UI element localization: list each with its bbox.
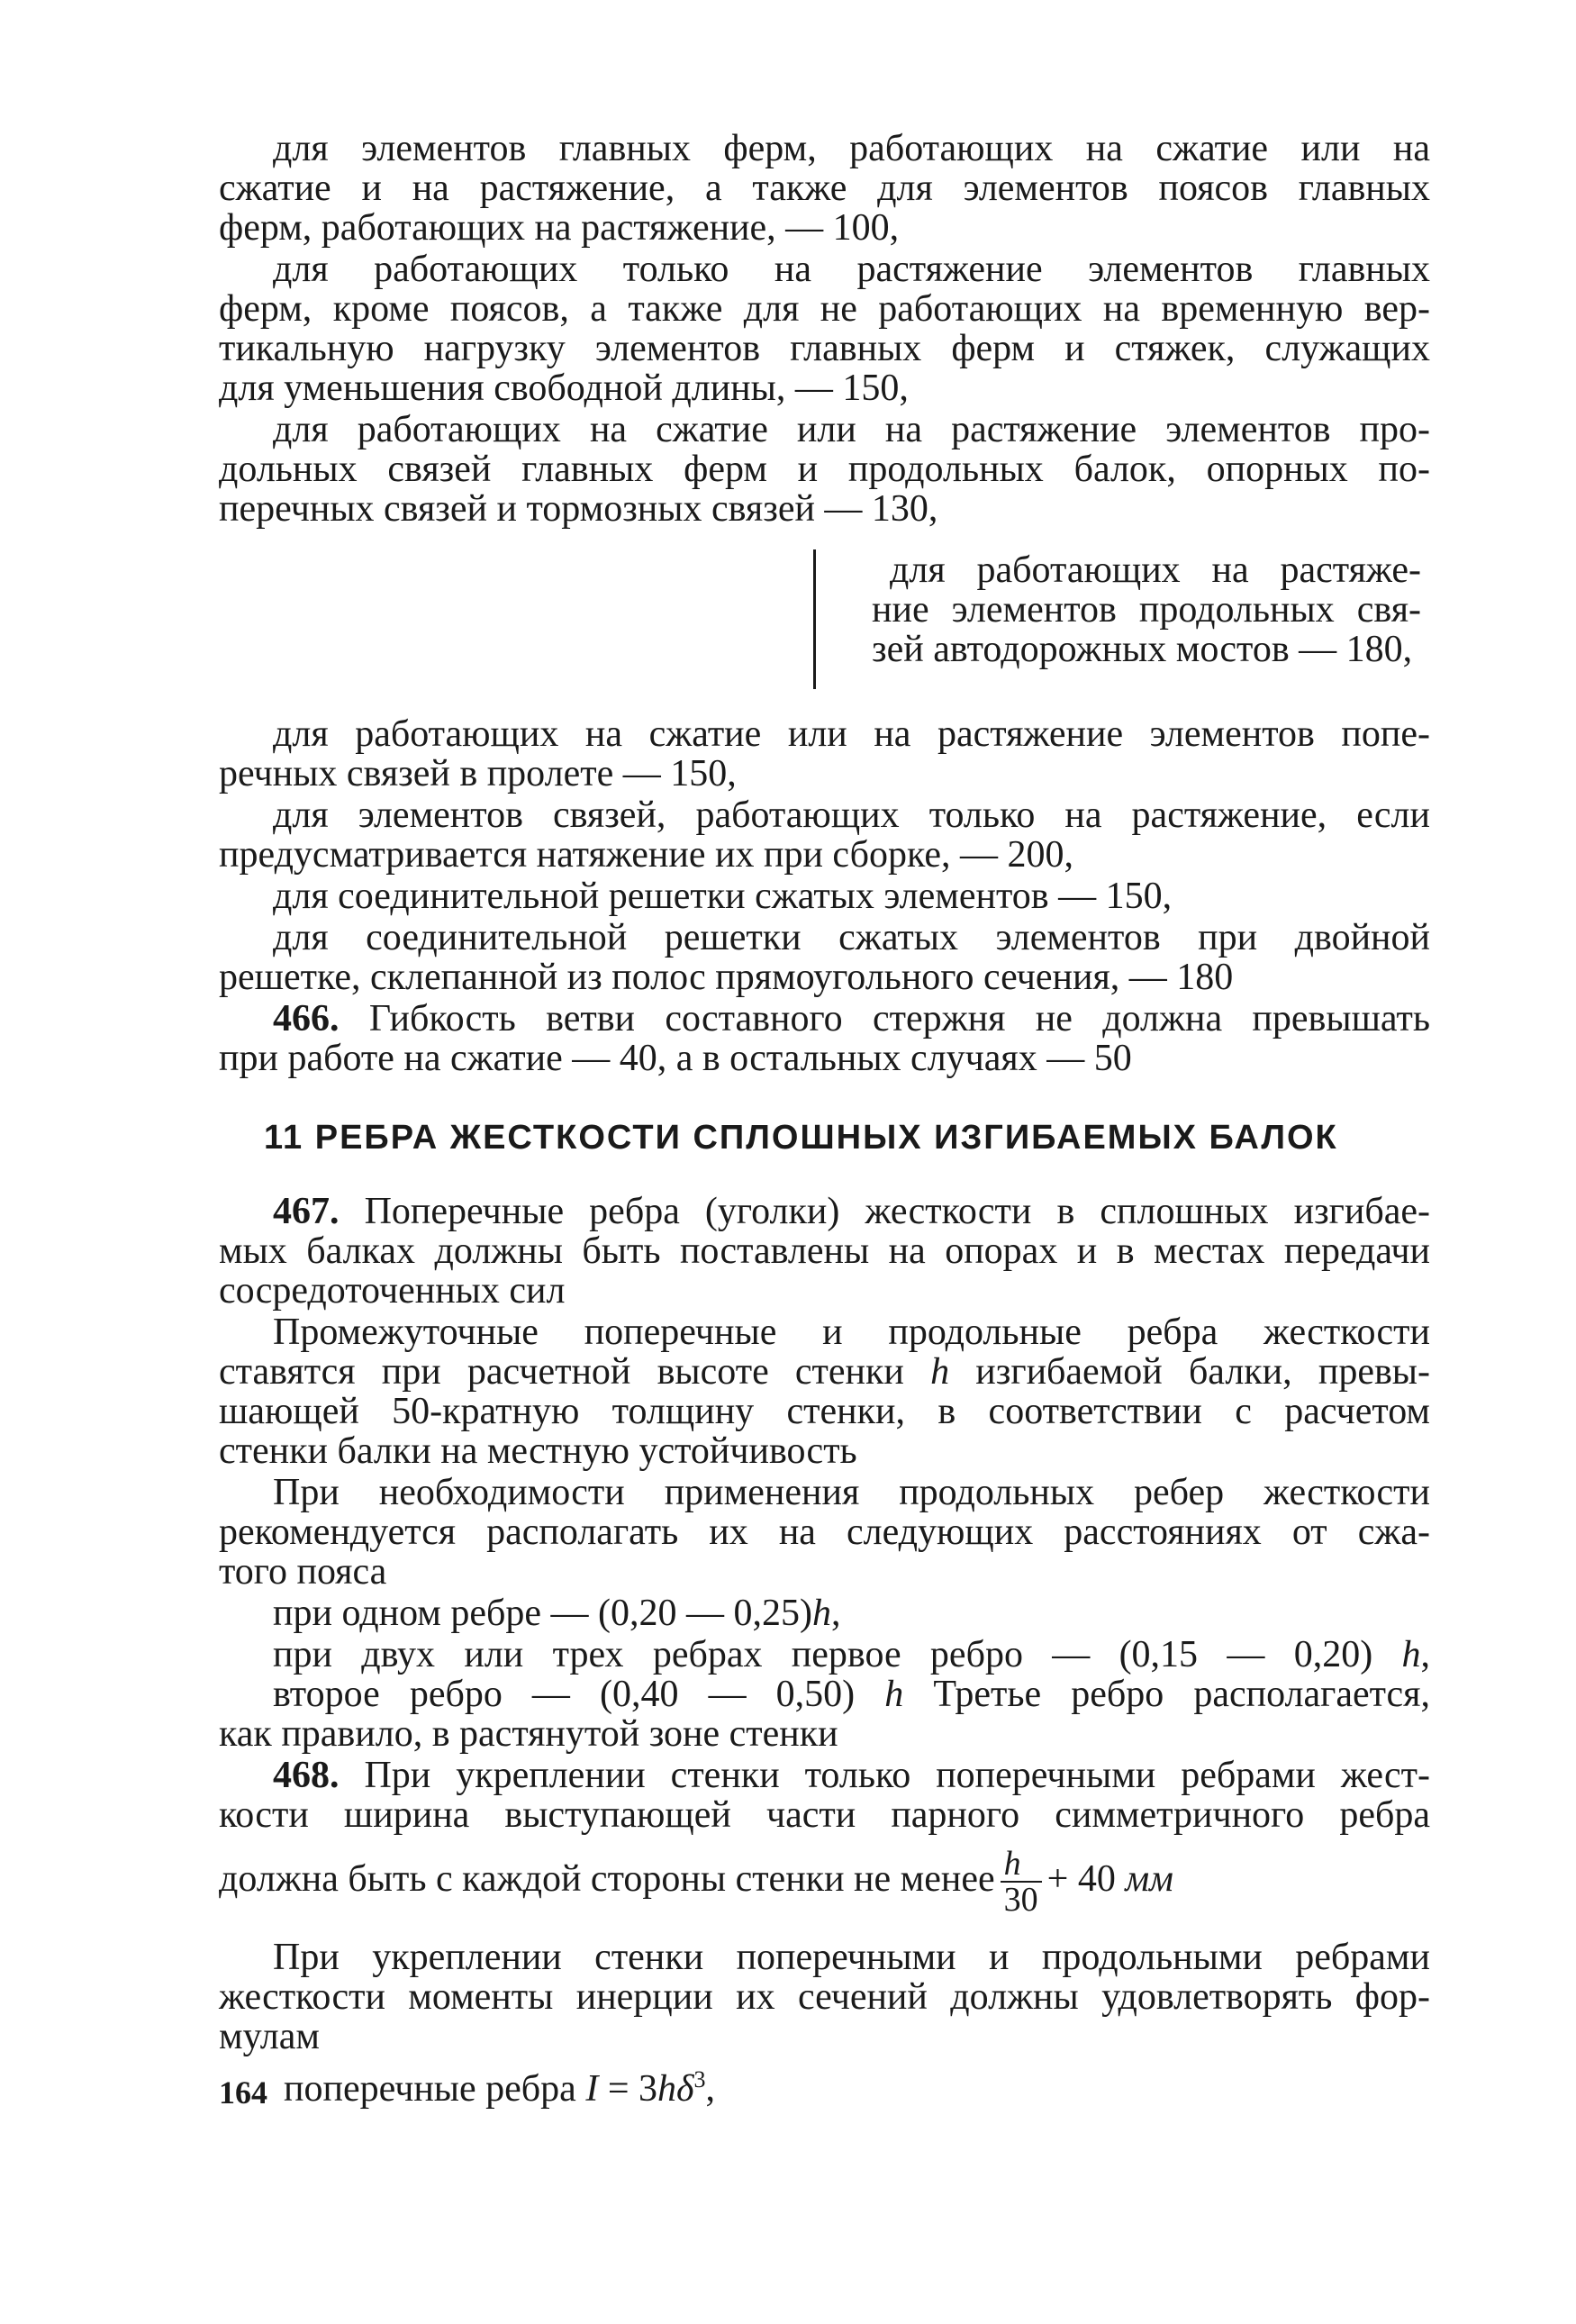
text-line: при двух или трех ребрах первое ребро — (0,15 — 0,20) h,	[273, 1634, 1430, 1675]
text-line: для работающих только на растяжение элементов главных	[273, 249, 1430, 290]
text-line: ставятся при расчетной высоте стенки h изгибаемой балки, превы-	[219, 1351, 1430, 1393]
text-line: тикальную нагрузку элементов главных ферм и стяжек, служащих	[219, 328, 1430, 369]
text-line: для элементов главных ферм, работающих на сжатие или на	[273, 128, 1430, 169]
text-line: решетке, склепанной из полос прямоугольного сечения, — 180	[219, 957, 1234, 998]
text-line: мых балках должны быть поставлены на опорах и в местах передачи	[219, 1230, 1430, 1272]
text-line: для соединительной решетки сжатых элементов — 150,	[273, 876, 1173, 917]
formula-line: должна быть с каждой стороны стенки не менее $\frac{h}{30}$ + 40 мм	[219, 1845, 1173, 1920]
text-line: того пояса	[219, 1551, 387, 1593]
clause-number: 468.	[273, 1755, 340, 1796]
section-heading: 11 РЕБРА ЖЕСТКОСТИ СПЛОШНЫХ ИЗГИБАЕМЫХ БАЛОК	[264, 1119, 1338, 1157]
clause-number: 467.	[273, 1191, 340, 1232]
text-line: речных связей в пролете — 150,	[219, 753, 737, 794]
text-line: При необходимости применения продольных ребер жесткости	[273, 1472, 1430, 1513]
text-line: для работающих на сжатие или на растяжение элементов про-	[273, 409, 1430, 450]
text-line: для элементов связей, работающих только на растяжение, если	[273, 794, 1430, 836]
margin-rule	[813, 549, 816, 689]
text-line: при одном ребре — (0,20 — 0,25)h,	[273, 1593, 841, 1634]
fraction-h-over-30: $\frac{h}{30}$	[1001, 1847, 1042, 1917]
text-line: стенки балки на местную устойчивость	[219, 1430, 857, 1472]
text-line: сосредоточенных сил	[219, 1270, 566, 1312]
clause-number: 466.	[273, 998, 340, 1039]
paragraph-468-line: 468. При укреплении стенки только поперечными ребрами жест-	[273, 1755, 1430, 1796]
paragraph-467-line: 467. Поперечные ребра (уголки) жесткости в сплошных изгибае-	[273, 1191, 1430, 1232]
page-number: 164	[219, 2074, 267, 2111]
boxed-text-line: ние элементов продольных свя-	[872, 589, 1421, 631]
text-line: мулам	[219, 2016, 320, 2057]
text-line: при работе на сжатие — 40, а в остальных случаях — 50	[219, 1038, 1132, 1079]
text-line: ферм, кроме поясов, а также для не работающих на временную вер-	[219, 288, 1430, 330]
text-line: для соединительной решетки сжатых элементов при двойной	[273, 917, 1430, 958]
formula-line: поперечные ребра $I = 3h\delta^3$,	[284, 2066, 716, 2110]
text-line: шающей 50-кратную толщину стенки, в соответствии с расчетом	[219, 1391, 1430, 1432]
text-line: рекомендуется располагать их на следующих расстояниях от сжа-	[219, 1512, 1430, 1553]
text-line: дольных связей главных ферм и продольных балок, опорных по-	[219, 449, 1430, 490]
text-line: перечных связей и тормозных связей — 130,	[219, 488, 938, 530]
text-line: При укреплении стенки поперечными и продольными ребрами	[273, 1937, 1430, 1978]
text-line: предусматривается натяжение их при сборке, — 200,	[219, 834, 1073, 876]
paragraph-466-line: 466. Гибкость ветви составного стержня не должна превышать	[273, 998, 1430, 1039]
boxed-text-line: зей автодорожных мостов — 180,	[872, 629, 1413, 670]
text-line: для уменьшения свободной длины, — 150,	[219, 368, 909, 409]
text-line: для работающих на сжатие или на растяжение элементов попе-	[273, 713, 1430, 755]
text-line: второе ребро — (0,40 — 0,50) h Третье ребро располагается,	[273, 1674, 1430, 1715]
text-line: как правило, в растянутой зоне стенки	[219, 1713, 838, 1755]
boxed-text-line: для работающих на растяже-	[890, 549, 1421, 591]
text-line: кости ширина выступающей части парного симметричного ребра	[219, 1794, 1430, 1836]
text-line: жесткости моменты инерции их сечений должны удовлетворять фор-	[219, 1976, 1430, 2018]
text-line: сжатие и на растяжение, а также для элементов поясов главных	[219, 168, 1430, 209]
text-line: Промежуточные поперечные и продольные ребра жесткости	[273, 1312, 1430, 1353]
text-line: ферм, работающих на растяжение, — 100,	[219, 207, 900, 249]
